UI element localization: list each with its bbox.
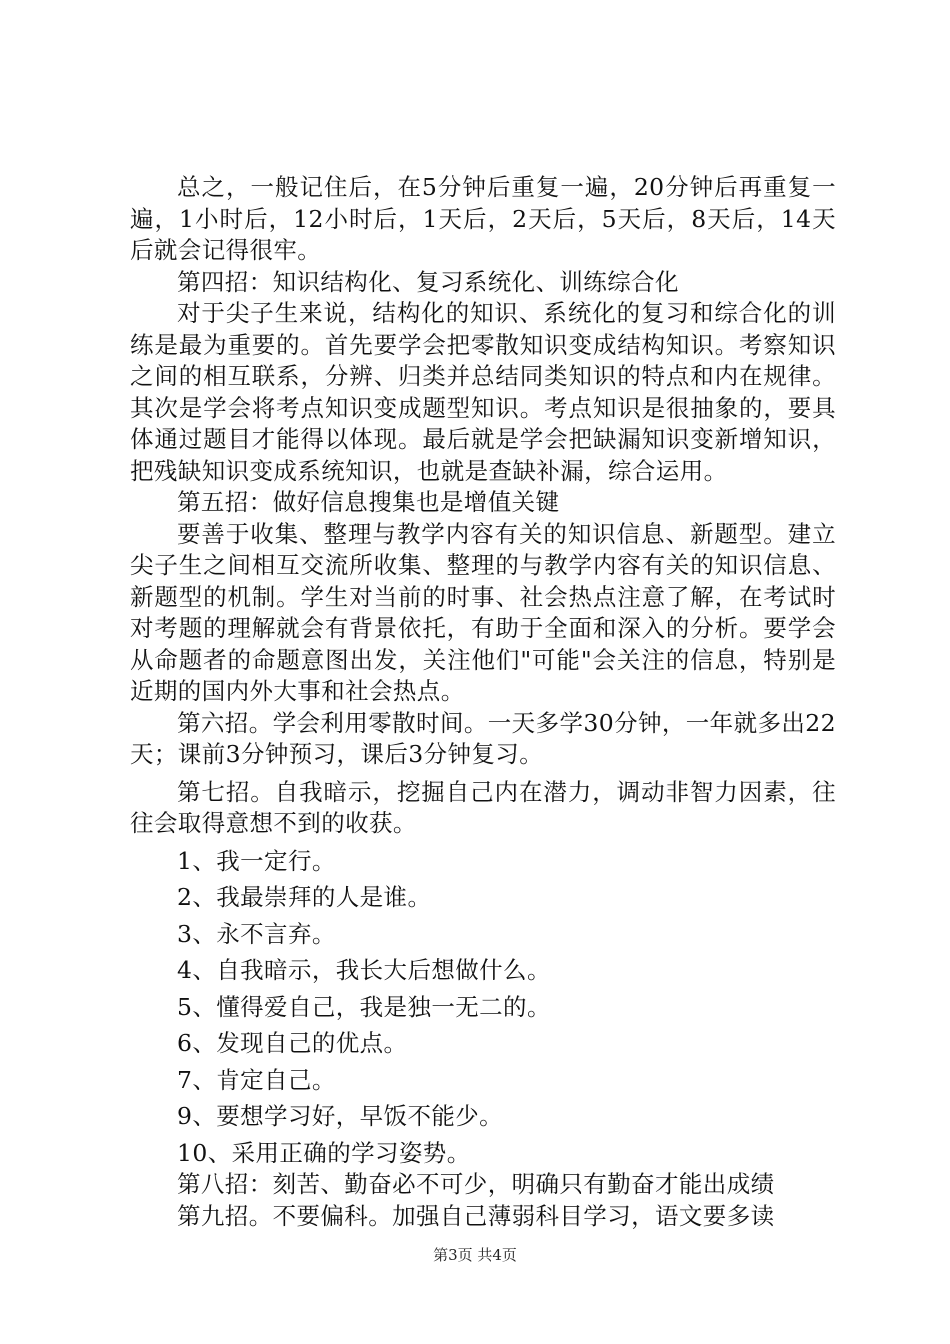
list-item: 3、永不言弃。 (177, 919, 336, 948)
paragraph-tip-6: 第六招。学会利用零散时间。一天多学30分钟，一年就多出22天；课前3分钟预习，课后3分钟复习。 (130, 708, 836, 768)
list-item: 9、要想学习好，早饭不能少。 (177, 1102, 504, 1130)
heading-tip-9: 第九招。不要偏科。加强自己薄弱科目学习，语文要多读 (177, 1201, 775, 1230)
document-body (130, 172, 836, 1232)
list-item: 2、我最崇拜的人是谁。 (177, 883, 432, 911)
heading-tip-5: 第五招：做好信息搜集也是增值关键 (177, 488, 560, 516)
list-item: 1、我一定行。 (177, 846, 336, 875)
heading-tip-4: 第四招：知识结构化、复习系统化、训练综合化 (177, 267, 679, 296)
self-suggestion-list (130, 846, 836, 1170)
list-item: 6、发现自己的优点。 (177, 1029, 408, 1057)
list-item: 10、采用正确的学习姿势。 (177, 1138, 471, 1167)
page-footer: 第3页 共4页 (433, 1246, 517, 1264)
list-item: 4、自我暗示，我长大后想做什么。 (177, 956, 551, 984)
paragraph-tip-5: 要善于收集、整理与教学内容有关的知识信息、新题型。建立尖子生之间相互交流所收集、整理的与教学内容有关的知识信息、新题型的机制。学生对当前的时事、社会热点注意了解，在考试时对考题的理解就会有背景依托，有助于全面和深入的分析。要学会从命题者的命题意图出发，关注他们"可能"会关注的信息，特别是近期的国内外大事和社会热点。 (130, 519, 836, 705)
heading-tip-8: 第八招：刻苦、勤奋必不可少，明确只有勤奋才能出成绩 (177, 1170, 775, 1198)
paragraph-tip-7: 第七招。自我暗示，挖掘自己内在潜力，调动非智力因素，往往会取得意想不到的收获。 (130, 777, 836, 837)
list-item: 7、肯定自己。 (177, 1065, 336, 1094)
paragraph-tip-4: 对于尖子生来说，结构化的知识、系统化的复习和综合化的训练是最为重要的。首先要学会把零散知识变成结构知识。考察知识之间的相互联系，分辨、归类并总结同类知识的特点和内在规律。其次是学会将考点知识变成题型知识。考点知识是很抽象的，要具体通过题目才能得以体现。最后就是学会把缺漏知识变新增知识，把残缺知识变成系统知识，也就是查缺补漏，综合运用。 (130, 299, 836, 485)
list-item: 5、懂得爱自己，我是独一无二的。 (177, 992, 551, 1021)
paragraph-review-schedule: 总之，一般记住后，在5分钟后重复一遍，20分钟后再重复一遍，1小时后，12小时后，1天后，2天后，5天后，8天后，14天后就会记得很牢。 (130, 173, 836, 264)
